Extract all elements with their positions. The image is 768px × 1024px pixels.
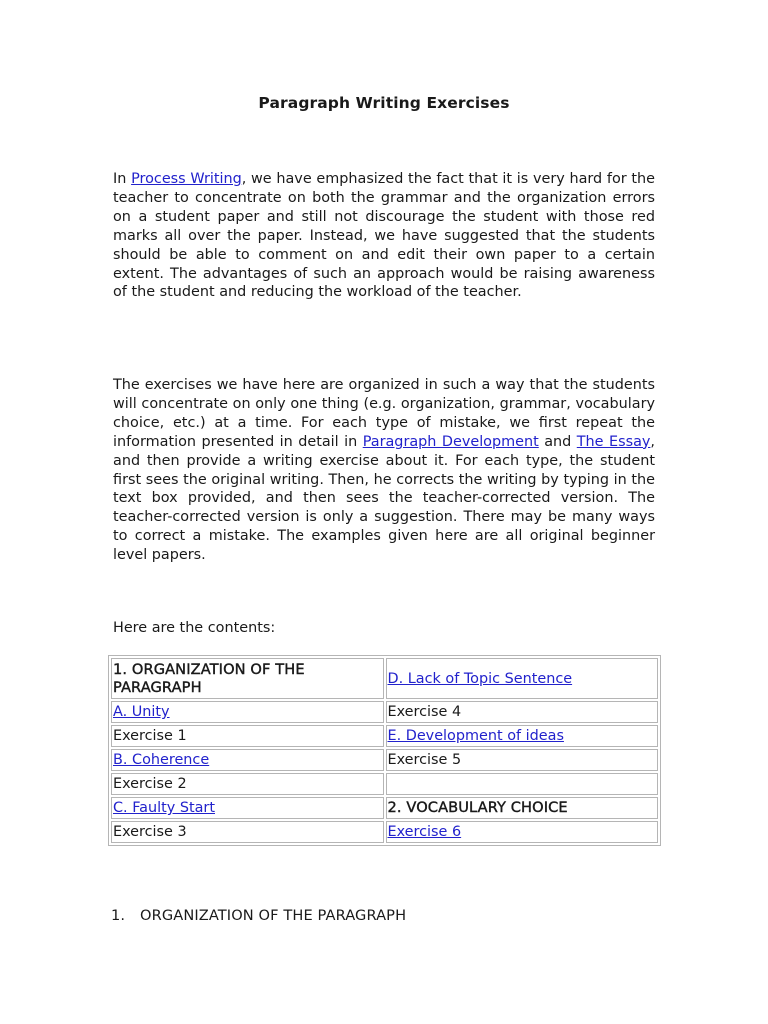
toc-link-unity[interactable]: A. Unity (113, 704, 170, 720)
exercises-paragraph (113, 376, 655, 565)
table-row (111, 773, 658, 795)
table-row (111, 797, 658, 819)
intro-paragraph (113, 170, 655, 302)
toc-link-faulty-start[interactable]: C. Faulty Start (113, 800, 215, 816)
contents-table (108, 655, 661, 846)
toc-cell (111, 701, 384, 723)
toc-cell (111, 797, 384, 819)
toc-exercise-2: Exercise 2 (111, 773, 384, 795)
table-row (111, 658, 658, 699)
toc-cell (386, 821, 659, 843)
paragraph-development-link[interactable]: Paragraph Development (362, 433, 539, 450)
section-heading (111, 907, 406, 924)
toc-link-exercise-6[interactable]: Exercise 6 (387, 824, 462, 840)
contents-intro: Here are the contents: (113, 620, 276, 636)
section-number: 1. (111, 907, 126, 924)
toc-link-development-of-ideas[interactable]: E. Development of ideas (387, 728, 564, 744)
table-row (111, 725, 658, 747)
toc-cell (111, 749, 384, 771)
exercises-text-part2: and (538, 433, 577, 450)
table-row (111, 821, 658, 843)
toc-empty-cell (386, 773, 659, 795)
page-title: Paragraph Writing Exercises (258, 94, 510, 112)
toc-exercise-1: Exercise 1 (111, 725, 384, 747)
toc-heading-vocabulary: 2. VOCABULARY CHOICE (386, 797, 659, 819)
intro-text-before: In (113, 171, 132, 187)
toc-link-lack-of-topic-sentence[interactable]: D. Lack of Topic Sentence (387, 670, 573, 687)
toc-heading-organization: 1. ORGANIZATION OF THE PARAGRAPH (111, 658, 384, 699)
toc-exercise-4: Exercise 4 (386, 701, 659, 723)
toc-cell (386, 658, 659, 699)
section-label: ORGANIZATION OF THE PARAGRAPH (140, 907, 407, 924)
exercises-text-part1: The exercises we have here are organized in such a way that the students will concentrate on only one thing (e.g. organization, grammar, vocabulary choice, etc.) at a time. For each type of mistake, we first repeat the information presented in detail in (113, 377, 655, 450)
table-row (111, 701, 658, 723)
process-writing-link[interactable]: Process Writing (131, 171, 242, 187)
toc-cell (386, 725, 659, 747)
table-row (111, 749, 658, 771)
toc-exercise-3: Exercise 3 (111, 821, 384, 843)
toc-link-coherence[interactable]: B. Coherence (113, 752, 210, 768)
toc-exercise-5: Exercise 5 (386, 749, 659, 771)
the-essay-link[interactable]: The Essay (576, 433, 651, 450)
exercises-text-part3: , and then provide a writing exercise about it. For each type, the student first sees the original writing. Then, he corrects the writing by typing in the text box provided, and then sees the teacher-corrected version. The teacher-corrected version is only a suggestion. There may be many ways to correct a mistake. The examples given here are all original beginner level papers. (113, 433, 655, 564)
intro-text-after: , we have emphasized the fact that it is very hard for the teacher to concentrate on both the grammar and the organization errors on a student paper and still not discourage the student with those red marks all over the paper. Instead, we have suggested that the students should be able to comment on and edit their own paper to a certain extent. The advantages of such an approach would be raising awareness of the student and reducing the workload of the teacher. (113, 171, 655, 301)
